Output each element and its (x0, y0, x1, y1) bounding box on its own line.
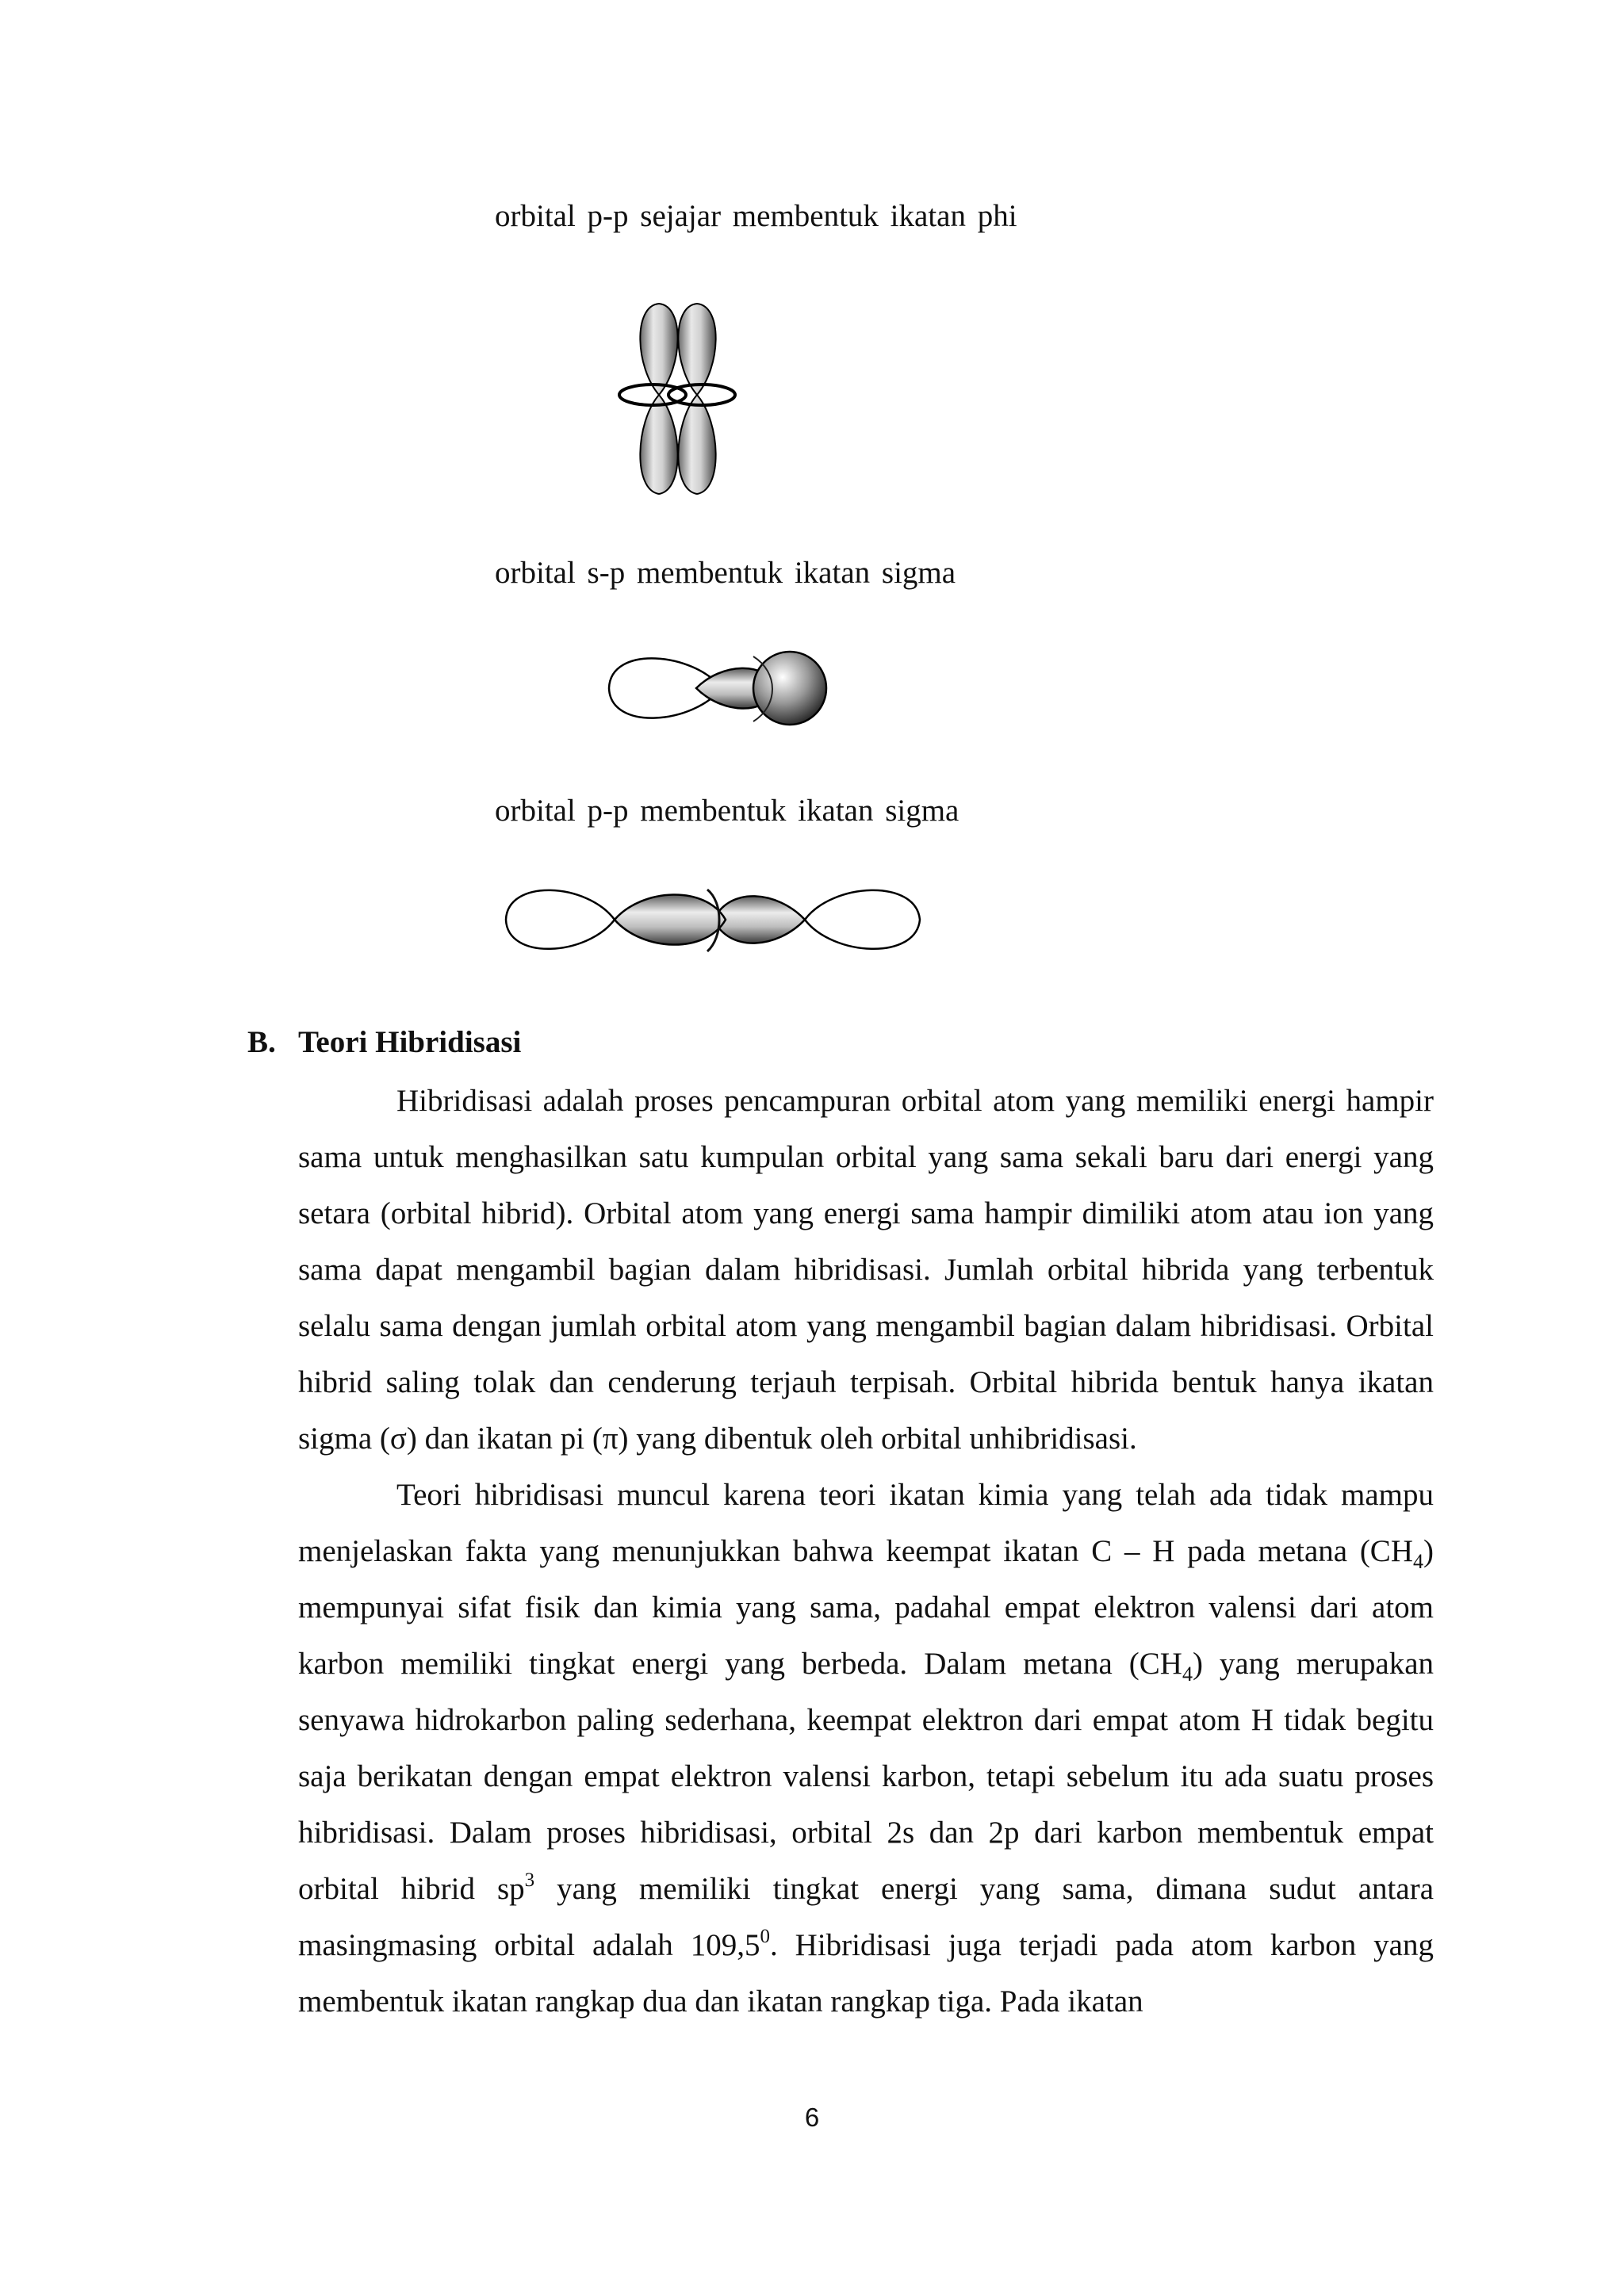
section-number: B. (247, 1025, 276, 1059)
paragraph-1: Hibridisasi adalah proses pencampuran orbital atom yang memiliki energi hampir sama untuk menghasilkan satu kumpulan orbital yang sama sekali baru dari energi yang setara (orbital hibrid). Orbital atom yang energi sama hampir dimiliki atom atau ion yang sama dapat mengambil bagian dalam hibridisasi. Jumlah orbital hibrida yang terbentuk selalu sama dengan jumlah orbital atom yang mengambil bagian dalam hibridisasi. Orbital hibrid saling tolak dan cenderung terjauh terpisah. Orbital hibrida bentuk hanya ikatan sigma (σ) dan ikatan pi (π) yang dibentuk oleh orbital unhibridisasi. (298, 1084, 1434, 1456)
section-body (298, 1073, 1434, 2030)
paragraph-2-text: Teori hibridisasi muncul karena teori ikatan kimia yang telah ada tidak mampu menjelaskan fakta yang menunjukkan bahwa keempat ikatan C – H pada metana (CH (298, 1478, 1434, 1568)
figure-caption-sigma-sp: orbital s-p membentuk ikatan sigma (495, 556, 956, 590)
page-number: 6 (804, 2103, 820, 2132)
paragraph-2-text: yang memiliki tingkat energi yang sama, dimana sudut antara masingmasing orbital adalah 109,5 (298, 1872, 1434, 1962)
superscript: 3 (524, 1869, 535, 1891)
section-heading (247, 1024, 521, 1060)
superscript: 0 (760, 1926, 770, 1947)
subscript: 4 (1182, 1662, 1193, 1686)
pi-bond-p-orbitals-icon (611, 300, 745, 498)
sigma-bond-s-p-orbitals-icon (603, 641, 841, 732)
paragraph-2-text: ) yang merupakan senyawa hidrokarbon paling sederhana, keempat elektron dari empat atom H tidak begitu saja berikatan dengan empat elektron valensi karbon, tetapi sebelum itu ada suatu proses hibridisasi. Dalam proses hibridisasi, orbital 2s dan 2p dari karbon membentuk empat orbital hibrid sp (298, 1647, 1434, 1906)
paragraph-2-text: . Hibridisasi juga terjadi pada atom karbon yang membentuk ikatan rangkap dua dan ikatan rangkap tiga. Pada ikatan (298, 1928, 1434, 2019)
paragraph-2-text: ) mempunyai sifat fisik dan kimia yang sama, padahal empat elektron valensi dari atom karbon memiliki tingkat energi yang berbeda. Dalam metana (CH (298, 1534, 1434, 1681)
figure-caption-pi-pp: orbital p-p sejajar membentuk ikatan phi (495, 199, 1017, 233)
figure-caption-sigma-pp: orbital p-p membentuk ikatan sigma (495, 794, 959, 828)
paragraph-2 (298, 1467, 1434, 2030)
subscript: 4 (1413, 1549, 1423, 1573)
sigma-bond-p-p-orbitals-icon (500, 871, 928, 966)
section-title: Teori Hibridisasi (298, 1025, 522, 1059)
